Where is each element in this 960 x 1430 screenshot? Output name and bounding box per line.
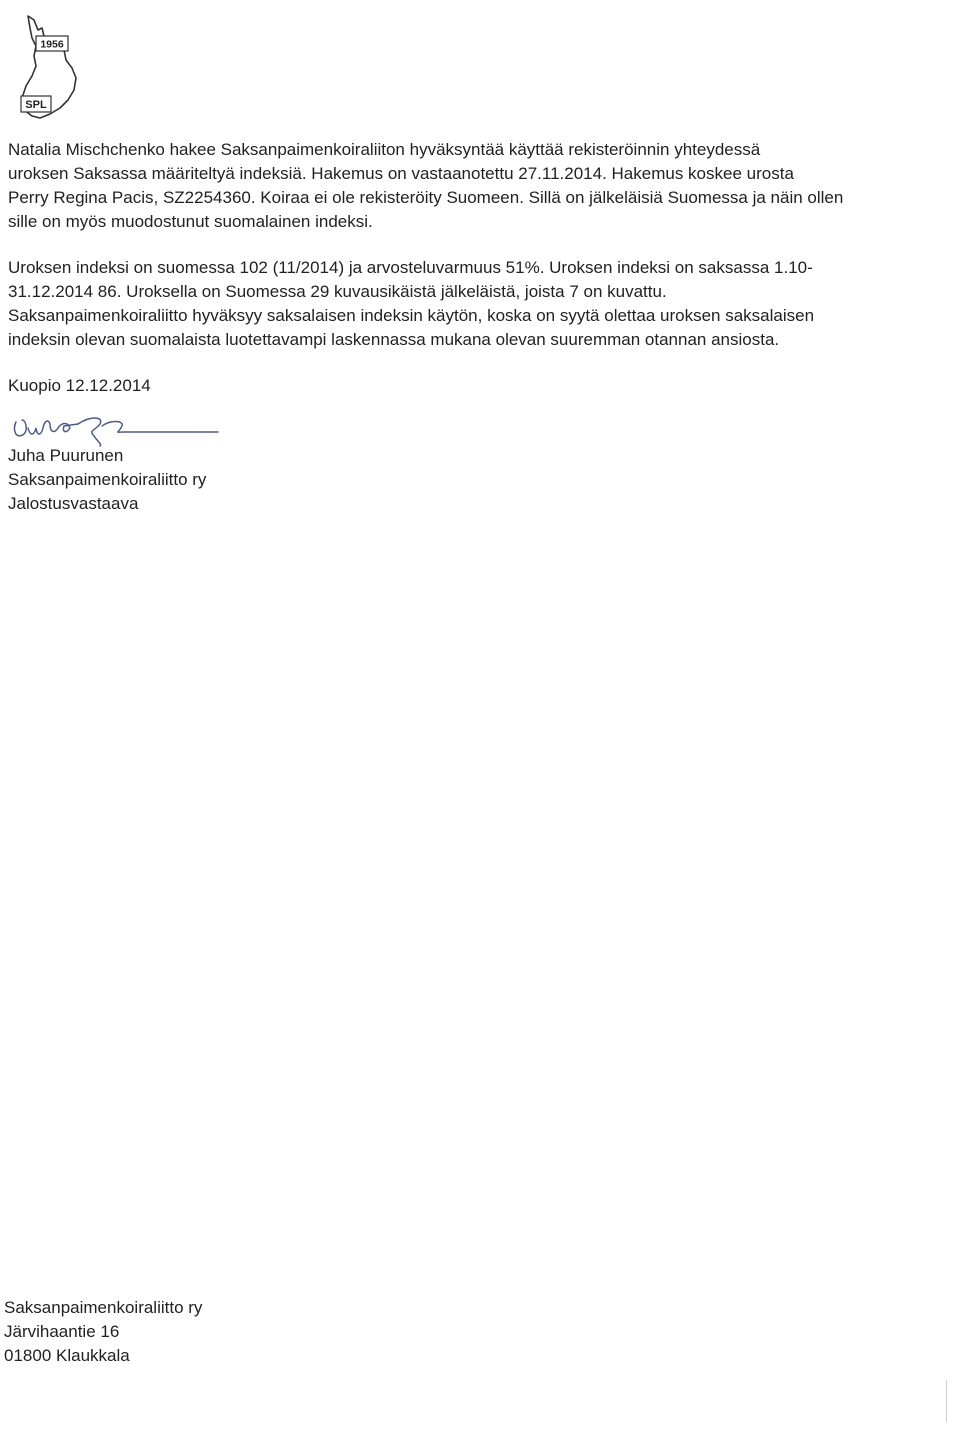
- details-line: 31.12.2014 86. Uroksella on Suomessa 29 kuvausikäistä jälkeläistä, joista 7 on kuvattu.: [8, 282, 667, 301]
- signer-title: Jalostusvastaava: [8, 494, 139, 513]
- intro-line: Perry Regina Pacis, SZ2254360. Koiraa ei ole rekisteröity Suomeen. Sillä on jälkeläisiä Suomessa ja näin ollen: [8, 188, 844, 207]
- intro-line: sille on myös muodostunut suomalainen indeksi.: [8, 212, 373, 231]
- footer-organization: Saksanpaimenkoiraliitto ry: [4, 1298, 203, 1317]
- signer-name: Juha Puurunen: [8, 446, 124, 465]
- signer-block: [8, 444, 878, 516]
- handwritten-signature: [6, 412, 221, 448]
- intro-line: uroksen Saksassa määriteltyä indeksiä. Hakemus on vastaanotettu 27.11.2014. Hakemus koskee urosta: [8, 164, 794, 183]
- footer-postal: 01800 Klaukkala: [4, 1346, 130, 1365]
- place-date-text: Kuopio 12.12.2014: [8, 376, 151, 395]
- details-line: indeksin olevan suomalaista luotettavampi laskennassa mukana olevan suuremman otannan ansiosta.: [8, 330, 780, 349]
- footer-address: [4, 1296, 202, 1368]
- signer-organization: Saksanpaimenkoiraliitto ry: [8, 470, 207, 489]
- details-paragraph: [8, 256, 878, 352]
- logo-year: 1956: [40, 38, 64, 51]
- finland-map-logo: [14, 12, 82, 122]
- place-date: [8, 374, 878, 398]
- logo-abbreviation: SPL: [25, 99, 47, 111]
- details-line: Saksanpaimenkoiraliitto hyväksyy saksalaisen indeksin käytön, koska on syytä olettaa uroksen saksalaisen: [8, 306, 815, 325]
- footer-street: Järvihaantie 16: [4, 1322, 120, 1341]
- intro-line: Natalia Mischchenko hakee Saksanpaimenkoiraliiton hyväksyntää käyttää rekisteröinnin yhteydessä: [8, 140, 761, 159]
- scan-edge-mark: [946, 1380, 947, 1422]
- intro-paragraph: [8, 138, 878, 234]
- details-line: Uroksen indeksi on suomessa 102 (11/2014) ja arvosteluvarmuus 51%. Uroksen indeksi on saksassa 1.10-: [8, 258, 813, 277]
